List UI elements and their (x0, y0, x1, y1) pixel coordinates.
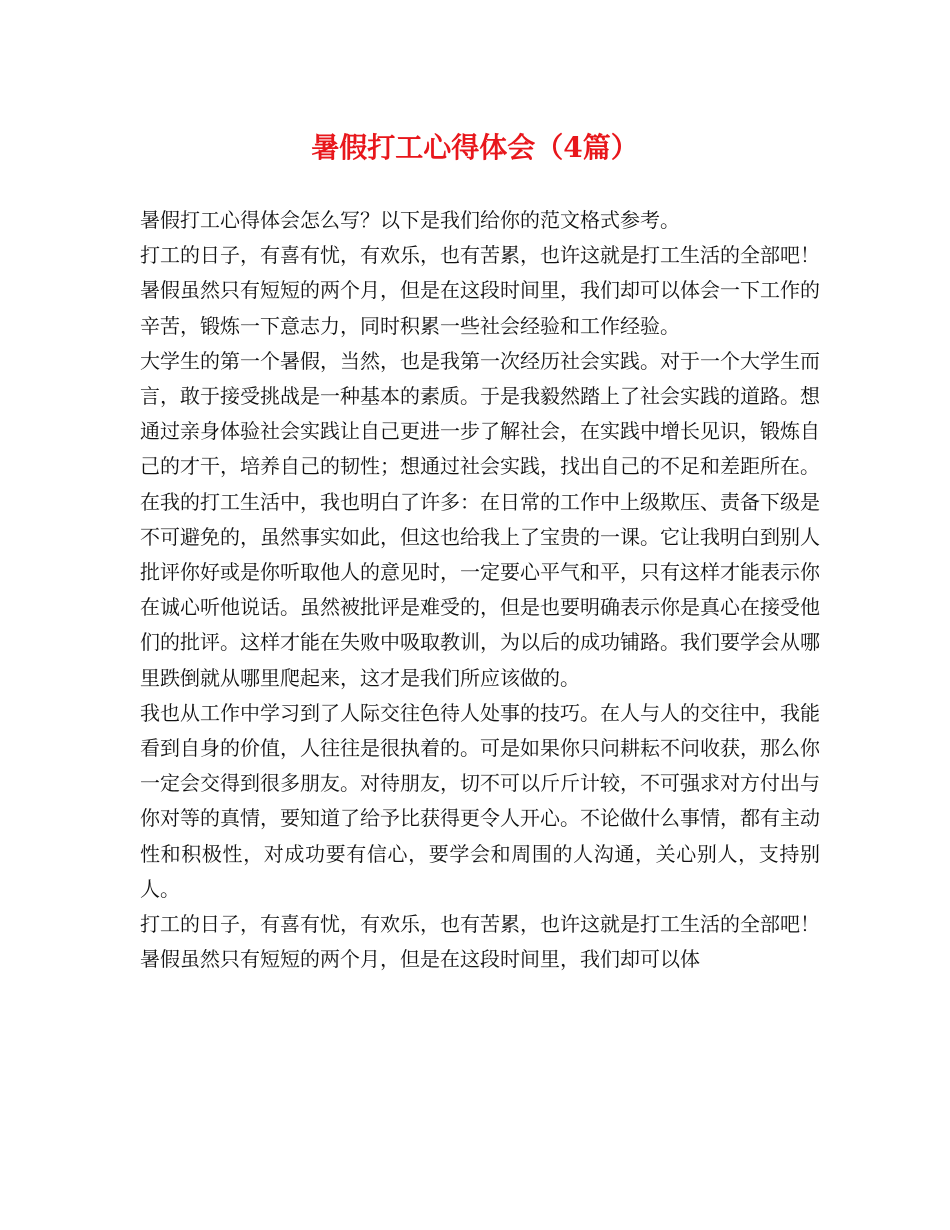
paragraph: 打工的日子，有喜有忧，有欢乐，也有苦累，也许这就是打工生活的全部吧！暑假虽然只有短短的两个月，但是在这段时间里，我们却可以体 (140, 912, 820, 972)
paragraph: 我也从工作中学习到了人际交往色待人处事的技巧。在人与人的交往中，我能看到自身的价值，人往往是很执着的。可是如果你只问耕耘不问收获，那么你一定会交得到很多朋友。对待朋友，切不可以斤斤计较，不可强求对方付出与你对等的真情，要知道了给予比获得更令人开心。不论做什么事情，都有主动性和积极性，对成功要有信心，要学会和周围的人沟通，关心别人，支持别人。 (140, 700, 820, 901)
document-title: 暑假打工心得体会（4篇） (311, 131, 639, 164)
paragraph: 在我的打工生活中，我也明白了许多：在日常的工作中上级欺压、责备下级是不可避免的，虽然事实如此，但这也给我上了宝贵的一课。它让我明白到别人批评你好或是你听取他人的意见时，一定要心平气和平，只有这样才能表示你在诚心听他说话。虽然被批评是难受的，但是也要明确表示你是真心在接受他们的批评。这样才能在失败中吸取教训，为以后的成功铺路。我们要学会从哪里跌倒就从哪里爬起来，这才是我们所应该做的。 (140, 489, 820, 690)
paragraph-intro: 暑假打工心得体会怎么写？以下是我们给你的范文格式参考。 (140, 208, 680, 232)
paragraph: 打工的日子，有喜有忧，有欢乐，也有苦累，也许这就是打工生活的全部吧！暑假虽然只有短短的两个月，但是在这段时间里，我们却可以体会一下工作的辛苦，锻炼一下意志力，同时积累一些社会经验和工作经验。 (140, 243, 820, 338)
paragraph: 大学生的第一个暑假，当然，也是我第一次经历社会实践。对于一个大学生而言，敢于接受挑战是一种基本的素质。于是我毅然踏上了社会实践的道路。想通过亲身体验社会实践让自己更进一步了解社会，在实践中增长见识，锻炼自己的才干，培养自己的韧性；想通过社会实践，找出自己的不足和差距所在。 (140, 348, 820, 479)
document-body (140, 203, 820, 977)
